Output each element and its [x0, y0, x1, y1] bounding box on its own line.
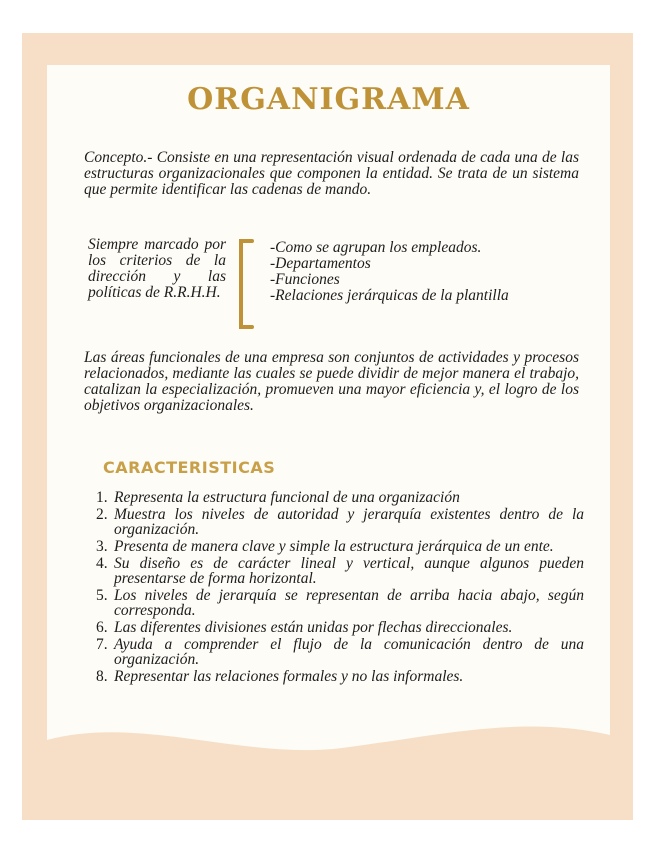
item-text: Ayuda a comprender el flujo de la comunicación dentro de una organización. [114, 636, 584, 668]
item-number: 2. [96, 506, 108, 523]
list-item [96, 490, 584, 505]
list-item [96, 507, 584, 537]
item-number: 8. [96, 668, 108, 685]
item-number: 1. [96, 489, 108, 506]
torn-paper-edge [22, 720, 633, 820]
characteristics-list [96, 490, 584, 686]
section-title: CARACTERISTICAS [103, 458, 276, 477]
item-number: 3. [96, 538, 108, 555]
bracket-item: -Funciones [270, 271, 340, 288]
item-text: Los niveles de jerarquía se representan de arriba hacia abajo, según corresponda. [114, 587, 584, 619]
list-item [96, 588, 584, 618]
item-text: Muestra los niveles de autoridad y jerarquía existentes dentro de la organización. [114, 506, 584, 538]
item-text: Presenta de manera clave y simple la estructura jerárquica de un ente. [114, 538, 554, 555]
list-item [96, 556, 584, 586]
list-item [96, 620, 584, 635]
areas-paragraph: Las áreas funcionales de una empresa son conjuntos de actividades y procesos relacionados, mediante las cuales se puede dividir de mejor manera el trabajo, catalizan la especialización, promueven una mayor eficiencia y, el logro de los objetivos organizacionales. [84, 349, 579, 414]
page-title: ORGANIGRAMA [187, 82, 470, 117]
list-item [96, 539, 584, 554]
item-number: 4. [96, 555, 108, 572]
concept-paragraph: Concepto.- Consiste en una representación visual ordenada de cada una de las estructuras organizacionales que componen la entidad. Se trata de un sistema que permite identificar las cadenas de mando. [84, 149, 579, 198]
list-item [96, 669, 584, 684]
item-text: Las diferentes divisiones están unidas por flechas direccionales. [114, 619, 513, 636]
list-item [96, 637, 584, 667]
side-note: Siempre marcado por los criterios de la dirección y las políticas de R.R.H.H. [88, 236, 226, 301]
item-number: 6. [96, 619, 108, 636]
bracket-list [270, 240, 590, 304]
item-text: Su diseño es de carácter lineal y vertical, aunque algunos pueden presentarse de forma horizontal. [114, 555, 584, 587]
item-text: Representa la estructura funcional de una organización [114, 489, 460, 506]
item-number: 7. [96, 636, 108, 653]
bracket-item: -Como se agrupan los empleados. [270, 239, 482, 256]
bracket-item: -Departamentos [270, 255, 371, 272]
item-number: 5. [96, 587, 108, 604]
bracket-icon [236, 238, 254, 330]
item-text: Representar las relaciones formales y no las informales. [114, 668, 464, 685]
bracket-item: -Relaciones jerárquicas de la plantilla [270, 287, 509, 304]
